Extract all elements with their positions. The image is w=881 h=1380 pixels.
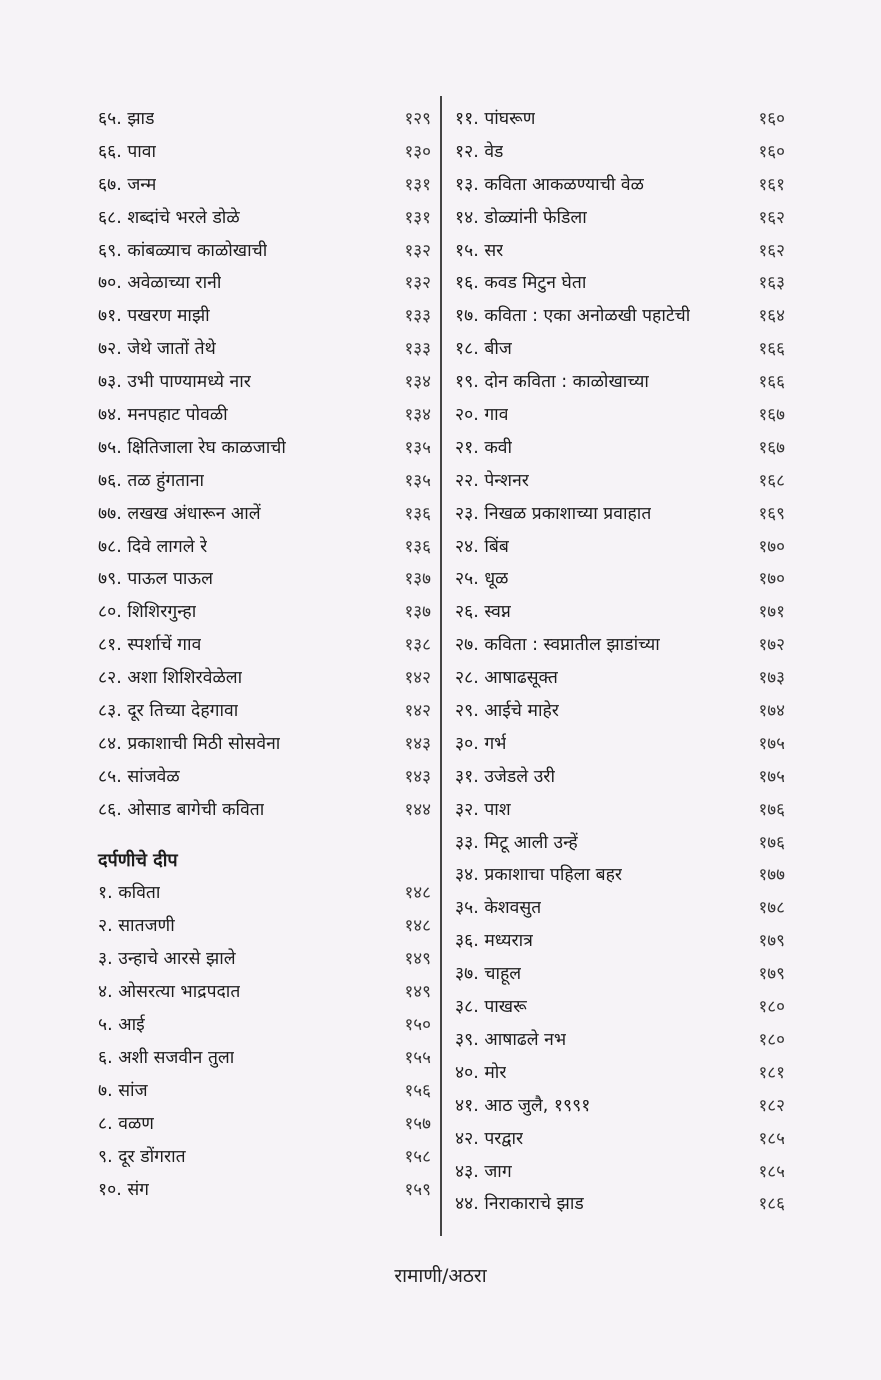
entry-page-number: १७३ xyxy=(758,668,785,689)
entry-page-number: १६९ xyxy=(758,503,785,524)
entry-title: ८५. सांजवेळ xyxy=(98,766,180,787)
entry-page-number: १४९ xyxy=(404,982,431,1003)
toc-entry xyxy=(455,1057,785,1090)
toc-entry xyxy=(455,794,785,827)
toc-entry xyxy=(455,596,785,629)
entry-title: २५. धूळ xyxy=(455,569,509,590)
entry-title: ७४. मनपहाट पोवळी xyxy=(98,405,228,426)
toc-entry xyxy=(98,1075,431,1108)
toc-entry xyxy=(98,662,431,695)
entry-page-number: १३५ xyxy=(404,437,431,458)
entry-title: ७९. पाऊल पाऊल xyxy=(98,569,214,590)
toc-entry xyxy=(455,695,785,728)
toc-entry xyxy=(98,695,431,728)
entry-title: ३८. पाखरू xyxy=(455,997,527,1018)
toc-entry xyxy=(455,958,785,991)
section-heading: दर्पणीचे दीप xyxy=(98,849,178,871)
toc-right-column xyxy=(455,103,785,1221)
entry-page-number: १६७ xyxy=(758,437,785,458)
entry-title: ६. अशी सजवीन तुला xyxy=(98,1047,235,1068)
entry-title: ७२. जेथे जातों तेथे xyxy=(98,339,216,360)
entry-page-number: १८६ xyxy=(758,1194,785,1215)
entry-page-number: १३६ xyxy=(404,503,431,524)
entry-title: २९. आईचे माहेर xyxy=(455,701,559,722)
entry-title: ३२. पाश xyxy=(455,799,511,820)
toc-entry xyxy=(455,1024,785,1057)
toc-entry xyxy=(455,1123,785,1156)
entry-title: १८. बीज xyxy=(455,339,512,360)
toc-entry xyxy=(98,300,431,333)
toc-entry xyxy=(98,1141,431,1174)
toc-entry xyxy=(98,333,431,366)
entry-page-number: १५६ xyxy=(404,1080,431,1101)
entry-title: ६६. पावा xyxy=(98,141,157,162)
entry-page-number: १८१ xyxy=(758,1062,785,1083)
entry-page-number: १३४ xyxy=(404,405,431,426)
entry-page-number: १४९ xyxy=(404,949,431,970)
toc-entry xyxy=(455,859,785,892)
entry-page-number: १२९ xyxy=(404,109,431,129)
entry-title: २३. निखळ प्रकाशाच्या प्रवाहात xyxy=(455,503,652,524)
entry-page-number: १६६ xyxy=(758,339,785,360)
entry-title: ७०. अवेळाच्या रानी xyxy=(98,273,222,294)
entry-page-number: १३० xyxy=(404,141,431,162)
entry-title: ७३. उभी पाण्यामध्ये नार xyxy=(98,372,251,393)
entry-page-number: १५९ xyxy=(404,1179,431,1200)
toc-entry xyxy=(98,943,431,976)
entry-page-number: १७६ xyxy=(758,799,785,820)
entry-title: १२. वेड xyxy=(455,141,504,162)
entry-title: १३. कविता आकळण्याची वेळ xyxy=(455,174,644,195)
toc-entry xyxy=(455,728,785,761)
toc-entry xyxy=(455,399,785,432)
toc-entry xyxy=(455,1090,785,1123)
toc-list-left-lower xyxy=(98,877,431,1206)
toc-entry xyxy=(455,991,785,1024)
entry-page-number: १३२ xyxy=(404,240,431,261)
toc-entry xyxy=(98,1108,431,1141)
entry-title: ३५. केशवसुत xyxy=(455,898,542,919)
toc-entry xyxy=(98,728,431,761)
entry-title: ३०. गर्भ xyxy=(455,733,507,754)
entry-page-number: १८० xyxy=(758,997,785,1018)
entry-page-number: १३८ xyxy=(404,635,431,656)
toc-entry xyxy=(455,202,785,235)
entry-page-number: १६२ xyxy=(758,240,785,261)
entry-page-number: १३४ xyxy=(404,372,431,393)
entry-title: ६९. कांबळ्याच काळोखाची xyxy=(98,240,268,261)
entry-page-number: १६४ xyxy=(758,306,785,327)
entry-page-number: १४८ xyxy=(404,916,431,937)
entry-page-number: १८२ xyxy=(758,1095,785,1116)
entry-page-number: १६० xyxy=(758,109,785,129)
toc-entry xyxy=(98,761,431,794)
entry-title: ९. दूर डोंगरात xyxy=(98,1146,186,1167)
toc-entry xyxy=(455,136,785,169)
entry-title: ८. वळण xyxy=(98,1113,154,1134)
entry-title: ४०. मोर xyxy=(455,1062,507,1083)
entry-page-number: १८५ xyxy=(758,1128,785,1149)
entry-page-number: १६६ xyxy=(758,372,785,393)
entry-page-number: १७४ xyxy=(758,701,785,722)
entry-page-number: १४२ xyxy=(404,668,431,689)
entry-title: ६७. जन्म xyxy=(98,174,157,195)
toc-entry xyxy=(455,333,785,366)
toc-entry xyxy=(98,910,431,943)
entry-page-number: १४८ xyxy=(404,883,431,904)
entry-page-number: १३३ xyxy=(404,339,431,360)
toc-entry xyxy=(98,103,431,136)
toc-entry xyxy=(98,169,431,202)
entry-title: ८२. अशा शिशिरवेळेला xyxy=(98,668,243,689)
entry-page-number: १६८ xyxy=(758,470,785,491)
entry-title: ४४. निराकाराचे झाड xyxy=(455,1194,584,1215)
entry-page-number: १४३ xyxy=(404,766,431,787)
entry-title: ३३. मिटू आली उन्हें xyxy=(455,832,578,853)
toc-entry xyxy=(98,563,431,596)
entry-page-number: १६२ xyxy=(758,207,785,228)
entry-title: ४२. परद्वार xyxy=(455,1128,524,1149)
toc-entry xyxy=(455,366,785,399)
entry-page-number: १३५ xyxy=(404,470,431,491)
entry-title: ८३. दूर तिच्या देहगावा xyxy=(98,701,239,722)
entry-title: २७. कविता : स्वप्नातील झाडांच्या xyxy=(455,635,660,656)
entry-title: १७. कविता : एका अनोळखी पहाटेची xyxy=(455,306,691,327)
entry-title: १५. सर xyxy=(455,240,504,261)
entry-page-number: १३७ xyxy=(404,602,431,623)
entry-title: १६. कवड मिटुन घेता xyxy=(455,273,587,294)
toc-entry xyxy=(98,498,431,531)
entry-title: ८०. शिशिरगुन्हा xyxy=(98,602,197,623)
entry-title: ८६. ओसाड बागेची कविता xyxy=(98,799,265,820)
entry-title: ८४. प्रकाशाची मिठी सोसवेना xyxy=(98,733,281,754)
toc-entry xyxy=(455,169,785,202)
column-divider xyxy=(440,96,442,1236)
entry-page-number: १६१ xyxy=(758,174,785,195)
entry-title: २०. गाव xyxy=(455,405,509,426)
entry-page-number: १३२ xyxy=(404,273,431,294)
entry-page-number: १३३ xyxy=(404,306,431,327)
entry-page-number: १७५ xyxy=(758,766,785,787)
entry-title: २२. पेन्शनर xyxy=(455,470,529,491)
entry-title: २८. आषाढसूक्त xyxy=(455,668,558,689)
toc-entry xyxy=(455,563,785,596)
entry-page-number: १३६ xyxy=(404,536,431,557)
toc-entry xyxy=(98,794,431,827)
toc-entry xyxy=(98,465,431,498)
entry-page-number: १५० xyxy=(404,1015,431,1036)
toc-entry xyxy=(98,531,431,564)
toc-entry xyxy=(98,877,431,910)
toc-entry xyxy=(455,925,785,958)
toc-entry xyxy=(455,103,785,136)
entry-page-number: १७० xyxy=(758,569,785,590)
toc-entry xyxy=(455,662,785,695)
toc-list-right xyxy=(455,103,785,1221)
entry-page-number: १४२ xyxy=(404,701,431,722)
toc-entry xyxy=(455,1188,785,1221)
entry-title: ७१. पखरण माझी xyxy=(98,306,210,327)
entry-title: ४३. जाग xyxy=(455,1161,512,1182)
entry-title: १४. डोळ्यांनी फेडिला xyxy=(455,207,587,228)
toc-entry xyxy=(455,300,785,333)
entry-page-number: १७२ xyxy=(758,635,785,656)
toc-entry xyxy=(98,366,431,399)
entry-page-number: १४४ xyxy=(404,799,431,820)
entry-title: २१. कवी xyxy=(455,437,513,458)
entry-title: ३७. चाहूल xyxy=(455,964,522,985)
entry-page-number: १६० xyxy=(758,141,785,162)
toc-entry xyxy=(455,531,785,564)
entry-page-number: १८५ xyxy=(758,1161,785,1182)
toc-entry xyxy=(455,1156,785,1189)
entry-title: ७८. दिवे लागले रे xyxy=(98,536,208,557)
entry-title: १९. दोन कविता : काळोखाच्या xyxy=(455,372,649,393)
toc-entry xyxy=(98,1174,431,1207)
toc-entry xyxy=(98,202,431,235)
toc-entry xyxy=(98,432,431,465)
entry-title: ७६. तळ हुंगताना xyxy=(98,470,205,491)
entry-title: ४१. आठ जुलै, १९९१ xyxy=(455,1095,591,1116)
toc-entry xyxy=(98,399,431,432)
entry-title: २४. बिंब xyxy=(455,536,509,557)
entry-page-number: १७६ xyxy=(758,832,785,853)
entry-title: ३६. मध्यरात्र xyxy=(455,931,533,952)
entry-title: ३. उन्हाचे आरसे झाले xyxy=(98,949,236,970)
entry-title: ३१. उजेडले उरी xyxy=(455,766,555,787)
entry-title: ४. ओसरत्या भाद्रपदात xyxy=(98,982,241,1003)
toc-entry xyxy=(98,235,431,268)
entry-title: ५. आई xyxy=(98,1015,145,1036)
entry-page-number: १३१ xyxy=(404,174,431,195)
entry-page-number: १३७ xyxy=(404,569,431,590)
entry-page-number: १८० xyxy=(758,1029,785,1050)
toc-entry xyxy=(98,596,431,629)
entry-page-number: १५८ xyxy=(404,1146,431,1167)
entry-page-number: १७१ xyxy=(758,602,785,623)
toc-entry xyxy=(98,1009,431,1042)
entry-title: १०. संग xyxy=(98,1179,150,1200)
entry-title: ११. पांघरूण xyxy=(455,109,536,129)
toc-left-column xyxy=(98,103,431,1206)
toc-entry xyxy=(455,465,785,498)
entry-title: ३४. प्रकाशाचा पहिला बहर xyxy=(455,865,623,886)
toc-entry xyxy=(455,892,785,925)
entry-title: ६५. झाड xyxy=(98,109,155,129)
entry-page-number: १७८ xyxy=(758,898,785,919)
toc-entry xyxy=(455,498,785,531)
entry-page-number: १६३ xyxy=(758,273,785,294)
entry-title: ७७. लखख अंधारून आलें xyxy=(98,503,261,524)
toc-entry xyxy=(455,267,785,300)
entry-title: ६८. शब्दांचे भरले डोळे xyxy=(98,207,240,228)
entry-title: २. सातजणी xyxy=(98,916,175,937)
toc-list-left-upper xyxy=(98,103,431,827)
toc-entry xyxy=(455,629,785,662)
entry-page-number: १७५ xyxy=(758,733,785,754)
entry-page-number: १३१ xyxy=(404,207,431,228)
entry-page-number: १७९ xyxy=(758,931,785,952)
toc-entry xyxy=(455,827,785,860)
entry-page-number: १४३ xyxy=(404,733,431,754)
entry-title: २६. स्वप्न xyxy=(455,602,511,623)
entry-title: ७. सांज xyxy=(98,1080,148,1101)
entry-page-number: १७७ xyxy=(758,865,785,886)
page-footer: रामाणी/अठरा xyxy=(394,1265,487,1287)
entry-page-number: १५७ xyxy=(404,1113,431,1134)
toc-entry xyxy=(455,432,785,465)
entry-page-number: १५५ xyxy=(404,1047,431,1068)
entry-page-number: १६७ xyxy=(758,405,785,426)
entry-page-number: १७० xyxy=(758,536,785,557)
toc-entry xyxy=(455,761,785,794)
toc-entry xyxy=(98,267,431,300)
entry-title: ३९. आषाढले नभ xyxy=(455,1029,567,1050)
entry-page-number: १७९ xyxy=(758,964,785,985)
entry-title: ७५. क्षितिजाला रेघ काळजाची xyxy=(98,437,286,458)
toc-entry xyxy=(98,629,431,662)
toc-entry xyxy=(455,235,785,268)
toc-entry xyxy=(98,976,431,1009)
toc-entry xyxy=(98,136,431,169)
entry-title: ८१. स्पर्शाचें गाव xyxy=(98,635,202,656)
entry-title: १. कविता xyxy=(98,883,161,904)
toc-entry xyxy=(98,1042,431,1075)
